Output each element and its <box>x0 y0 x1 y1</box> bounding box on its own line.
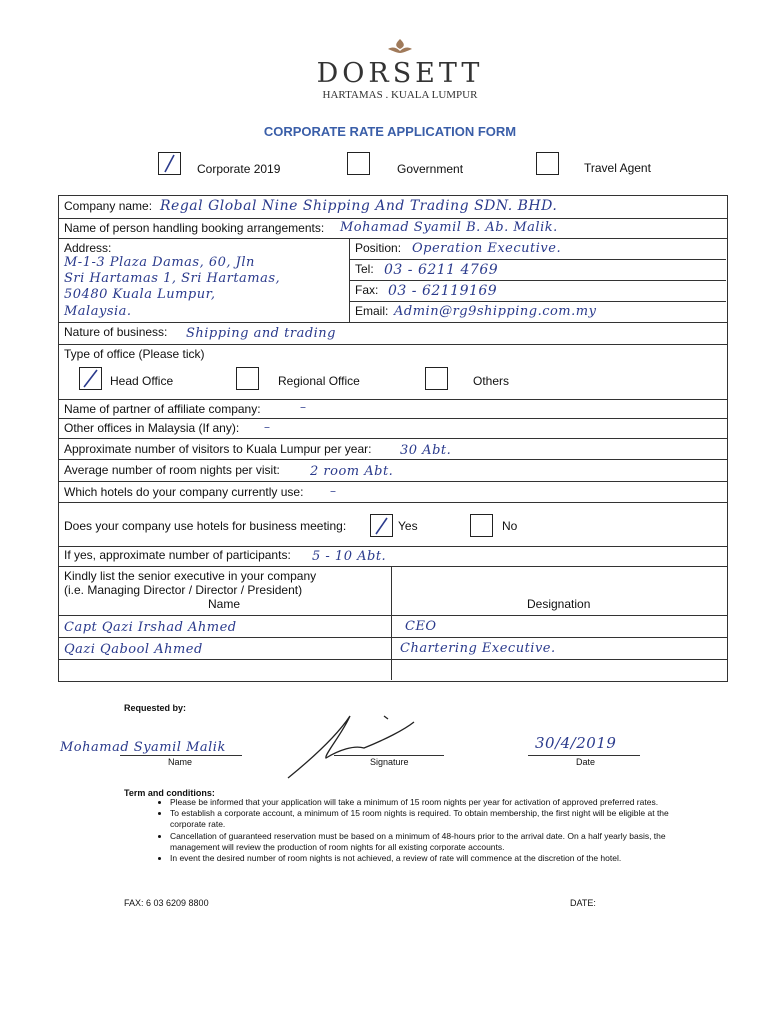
other-offices-value[interactable]: – <box>264 420 271 434</box>
logo-text: DORSETT <box>316 58 484 89</box>
handler-label: Name of person handling booking arrangements: <box>64 221 325 235</box>
tel-label: Tel: <box>355 262 374 276</box>
partner-label: Name of partner of affiliate company: <box>64 402 261 416</box>
signature-line <box>334 755 444 756</box>
exec-divider <box>391 566 392 680</box>
meeting-label: Does your company use hotels for business meeting: <box>64 519 347 533</box>
date-caption: Date <box>576 757 596 767</box>
row-divider <box>58 459 727 460</box>
row-divider <box>58 344 727 345</box>
footer-fax: FAX: 6 03 6209 8800 <box>124 898 209 908</box>
address-line-2[interactable]: Sri Hartamas 1, Sri Hartamas, <box>64 271 281 286</box>
office-type-label: Type of office (Please tick) <box>64 347 205 361</box>
regional-office-label: Regional Office <box>278 374 360 388</box>
row-divider <box>58 566 727 567</box>
date-value[interactable]: 30/4/2019 <box>535 734 617 752</box>
row-divider <box>58 546 727 547</box>
row-divider <box>58 615 727 616</box>
form-title: CORPORATE RATE APPLICATION FORM <box>263 124 517 139</box>
row-divider <box>58 418 727 419</box>
hotels-value[interactable]: – <box>330 484 337 498</box>
executive-name-1[interactable]: Capt Qazi Irshad Ahmed <box>64 620 237 635</box>
date-line <box>528 755 640 756</box>
address-line-3[interactable]: 50480 Kuala Lumpur, <box>64 287 216 302</box>
address-label: Address: <box>64 241 112 255</box>
row-divider <box>58 238 727 239</box>
meeting-no-checkbox[interactable] <box>470 514 493 537</box>
terms-list <box>142 797 688 864</box>
others-label: Others <box>473 374 510 388</box>
company-name-label: Company name: <box>64 199 153 213</box>
company-name-value[interactable]: Regal Global Nine Shipping And Trading SDN. BHD. <box>160 198 558 214</box>
business-value[interactable]: Shipping and trading <box>186 326 337 341</box>
col-designation-header: Designation <box>527 597 591 611</box>
row-divider <box>58 637 727 638</box>
terms-item: • Cancellation of guaranteed reservation must be based on a minimum of 48-hours prior to the arrival date. On a half yearly basis, the management will review the production of room nights for all existing corporate accounts. <box>170 831 688 853</box>
hotels-label: Which hotels do your company currently use: <box>64 485 304 499</box>
senior-label-2: (i.e. Managing Director / Director / President) <box>64 583 303 597</box>
col-name-header: Name <box>208 597 241 611</box>
row-divider <box>58 481 727 482</box>
government-checkbox[interactable] <box>347 152 370 175</box>
travel-agent-label: Travel Agent <box>584 161 651 175</box>
terms-item: • To establish a corporate account, a minimum of 15 room nights is required. To obtain membership, the first night will be eligible at the corporate rate. <box>170 808 688 830</box>
position-label: Position: <box>355 241 402 255</box>
others-checkbox[interactable] <box>425 367 448 390</box>
head-office-label: Head Office <box>110 374 174 388</box>
position-divider <box>349 259 726 260</box>
email-label: Email: <box>355 304 389 318</box>
terms-title: Term and conditions: <box>124 788 215 798</box>
dorsett-logo-icon <box>385 37 415 55</box>
participants-label: If yes, approximate number of participants: <box>64 548 291 562</box>
participants-value[interactable]: 5 - 10 Abt. <box>312 549 387 564</box>
signature-icon <box>284 710 444 782</box>
room-nights-value[interactable]: 2 room Abt. <box>310 464 394 479</box>
position-value[interactable]: Operation Executive. <box>412 241 562 256</box>
requester-name-value[interactable]: Mohamad Syamil Malik <box>60 740 226 755</box>
row-divider <box>58 659 727 660</box>
requested-by-label: Requested by: <box>124 703 187 713</box>
executive-designation-2[interactable]: Chartering Executive. <box>400 641 556 656</box>
row-divider <box>58 218 727 219</box>
signature-caption: Signature <box>370 757 409 767</box>
meeting-yes-checkbox[interactable] <box>370 514 393 537</box>
row-divider <box>58 322 727 323</box>
business-label: Nature of business: <box>64 325 168 339</box>
handler-value[interactable]: Mohamad Syamil B. Ab. Malik. <box>340 220 558 235</box>
regional-office-checkbox[interactable] <box>236 367 259 390</box>
other-offices-label: Other offices in Malaysia (If any): <box>64 421 240 435</box>
fax-label: Fax: <box>355 283 379 297</box>
meeting-no-label: No <box>502 519 518 533</box>
corporate-label: Corporate 2019 <box>197 162 281 176</box>
tel-divider <box>349 280 726 281</box>
terms-item: • In event the desired number of room nights is not achieved, a review of rate will commence at the discretion of the hotel. <box>170 853 688 864</box>
terms-item: • Please be informed that your application will take a minimum of 15 room nights per year for activation of approved preferred rates. <box>170 797 688 808</box>
head-office-checkbox[interactable] <box>79 367 102 390</box>
executive-name-2[interactable]: Qazi Qabool Ahmed <box>64 642 203 657</box>
email-value[interactable]: Admin@rg9shipping.com.my <box>394 304 597 319</box>
fax-value[interactable]: 03 - 62119169 <box>388 283 498 299</box>
footer-date-label: DATE: <box>570 898 596 908</box>
senior-label-1: Kindly list the senior executive in your company <box>64 569 317 583</box>
address-line-1[interactable]: M-1-3 Plaza Damas, 60, Jln <box>64 255 255 270</box>
name-line <box>120 755 242 756</box>
meeting-yes-label: Yes <box>398 519 418 533</box>
partner-value[interactable]: – <box>300 400 307 414</box>
row-divider <box>58 399 727 400</box>
fax-divider <box>349 301 726 302</box>
address-line-4[interactable]: Malaysia. <box>64 304 132 319</box>
row-divider <box>58 438 727 439</box>
visitors-value[interactable]: 30 Abt. <box>400 443 452 458</box>
travel-agent-checkbox[interactable] <box>536 152 559 175</box>
name-caption: Name <box>168 757 193 767</box>
government-label: Government <box>397 162 464 176</box>
logo-subtitle: HARTAMAS . KUALA LUMPUR <box>322 89 478 101</box>
room-nights-label: Average number of room nights per visit: <box>64 463 280 477</box>
executive-designation-1[interactable]: CEO <box>405 619 437 634</box>
row-divider <box>58 502 727 503</box>
tel-value[interactable]: 03 - 6211 4769 <box>384 262 499 278</box>
corporate-checkbox[interactable] <box>158 152 181 175</box>
visitors-label: Approximate number of visitors to Kuala Lumpur per year: <box>64 442 372 456</box>
